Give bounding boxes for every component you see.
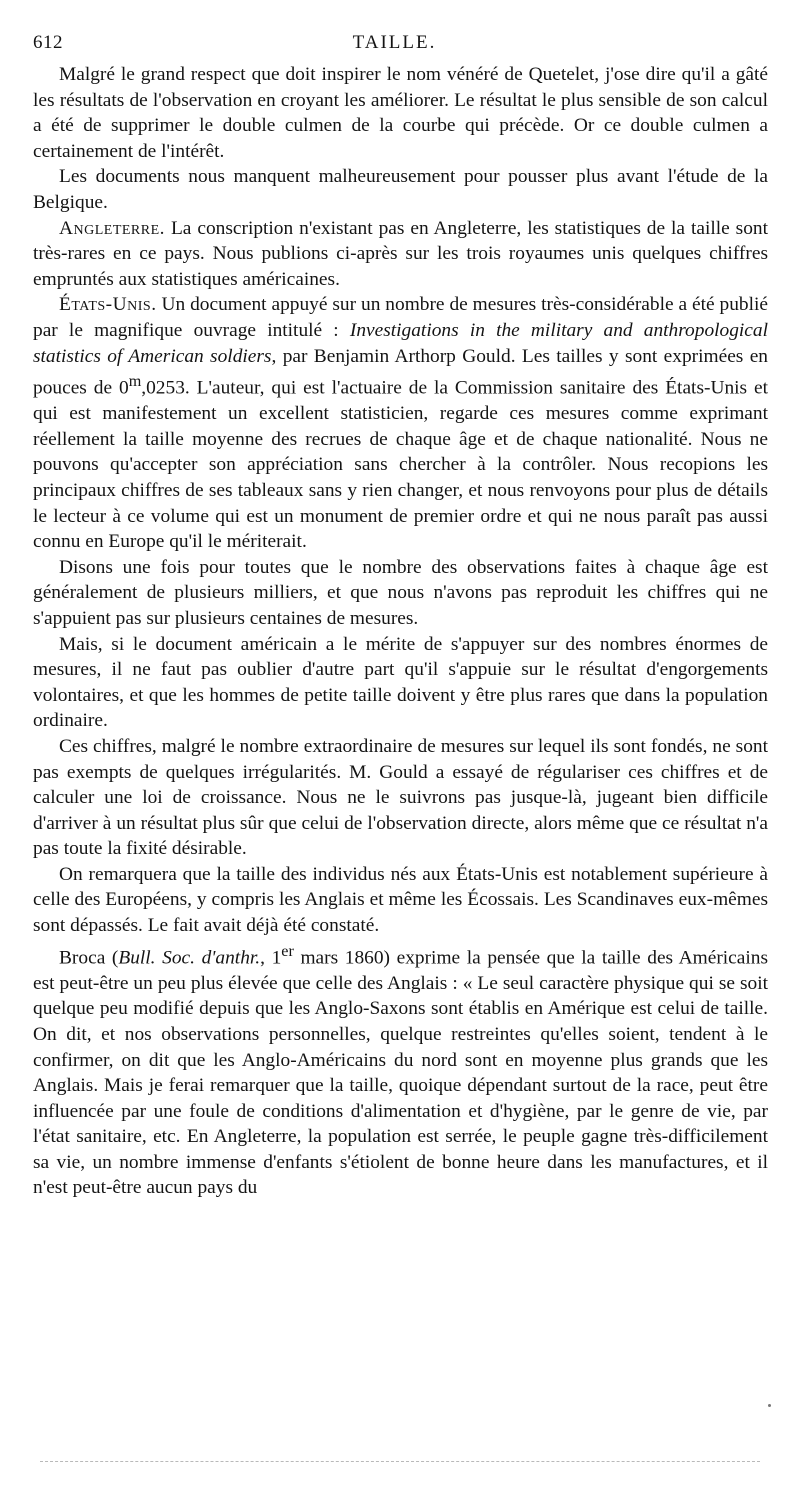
paragraph-remarque: On remarquera que la taille des individus nés aux États-Unis est notablement supérieure à celle des Européens, y compris les Anglais et même les Écossais. Les Scandinaves eux-mêmes sont dépassés. Le fait avait déjà été constaté. [33,863,768,937]
running-title: TAILLE. [352,32,437,53]
section-lead-etats-unis: États-Unis. [59,294,157,316]
paragraph-etats-unis [33,292,768,554]
paragraph-angleterre [33,216,768,293]
footer-rule [40,1461,760,1462]
ordinal-superscript: er [281,942,294,960]
paragraph-broca [33,939,768,1201]
margin-speck [768,1404,771,1407]
paragraph-text: , 1 [260,947,282,969]
paragraph-gould: Ces chiffres, malgré le nombre extraordinaire de mesures sur lequel ils sont fondés, ne sont pas exempts de quelques irrégularités. M. Gould a essayé de régulariser ces chiffres et de calculer une loi de croissance. Nous ne le suivrons pas jusque-là, jugeant bien difficile d'arriver à un résultat plus sûr que celui de l'observation directe, alors même que ce résultat n'a pas toute la fixité désirable. [33,735,768,860]
unit-superscript: m [128,373,142,391]
book-title: Investigations in the military and anthropological statistics of American soldiers [33,319,768,367]
paragraph-text: mars 1860) exprime la pensée que la taille des Américains est peut-être un peu plus élevée que celle des Anglais : « Le seul caractère physique qui se soit quelque peu modifié depuis que les Anglo-Saxons sont établis en Amérique est celui de taille. On dit, et nos observations personnelles, quelque restreintes qu'elles soient, tendent à le confirmer, on dit que les Anglo-Américains du nord sont en moyenne plus grands que les Anglais. Mais je ferai remarquer que la taille, quoique dépendant surtout de la race, peut être influencée par une foule de conditions d'alimentation et d'hygiène, par le genre de vie, par l'état sanitaire, etc. En Angleterre, la population est serrée, le peuple gagne très-difficilement sa vie, un nombre immense d'enfants s'étiolent de bonne heure dans les manufactures, et il n'est peut-être aucun pays du [33,947,769,1199]
paragraph-text: ,0253. L'auteur, qui est l'actuaire de la Commission sanitaire des États-Unis et qui est manifestement un excellent statisticien, regarde ces mesures comme exprimant réellement la taille moyenne des recrues de chaque âge et de chaque nationalité. Nous ne pouvons qu'accepter son appréciation sans chercher à la contrôler. Nous recopions les principaux chiffres de ses tableaux sans y rien changer, et nous renvoyons pour plus de détails le lecteur à ce volume qui est un monument de premier ordre et qui ne nous paraît pas aussi connu en Europe qu'il le mériterait. [33,377,768,553]
paragraph-text: , par Benjamin Arthorp Gould. Les tailles y sont exprimées en pouces de 0 [33,345,769,399]
paragraph-engagements: Mais, si le document américain a le mérite de s'appuyer sur des nombres énormes de mesures, il ne faut pas oublier d'autre part qu'il s'appuie sur le résultat d'engorgements volontaires, et que les hommes de petite taille doivent y être plus rares que dans la population ordinaire. [33,633,768,732]
paragraph-belgique: Les documents nous manquent malheureusement pour pousser plus avant l'étude de la Belgique. [33,166,768,213]
paragraph-text: Broca ( [59,947,119,969]
section-lead-angleterre: Angleterre. [59,217,166,239]
page-number: 612 [33,32,63,53]
paragraph-text: Un document appuyé sur un nombre de mesures très-considérable a été publié par le magnifique ouvrage intitulé : [33,294,768,341]
paragraph-observations: Disons une fois pour toutes que le nombre des observations faites à chaque âge est généralement de plusieurs milliers, et que nous n'avons pas reproduit les chiffres qui ne s'appuient pas sur plusieurs centaines de mesures. [33,556,768,629]
paragraph-text: La conscription n'existant pas en Angleterre, les statistiques de la taille sont très-rares en ce pays. Nous publions ci-après sur les trois royaumes unis quelques chiffres empruntés aux statistiques américaines. [33,217,768,290]
citation: Bull. Soc. d'anthr. [118,947,261,969]
body-text [33,62,768,1201]
paragraph-quetelet: Malgré le grand respect que doit inspirer le nom vénéré de Quetelet, j'ose dire qu'il a gâté les résultats de l'observation en croyant les améliorer. Le résultat le plus sensible de son calcul a été de supprimer le double culmen de la courbe qui précède. Or ce double culmen a certainement de l'intérêt. [33,64,768,162]
page-header [33,28,756,58]
